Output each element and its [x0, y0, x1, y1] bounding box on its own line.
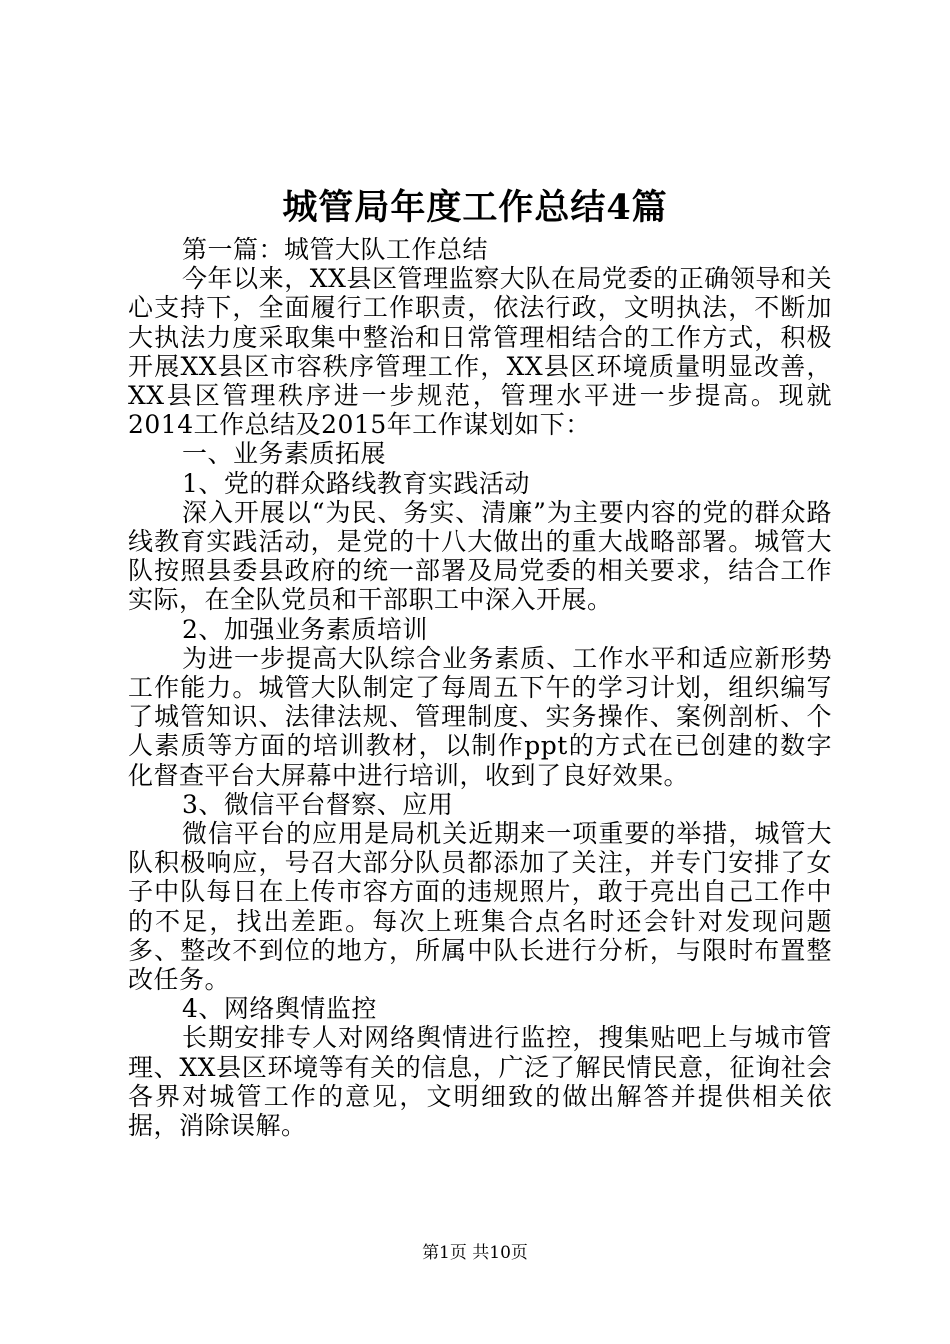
paragraph-1: 深入开展以“为民、务实、清廉”为主要内容的党的群众路线教育实践活动，是党的十八大做出的重大战略部署。城管大队按照县委县政府的统一部署及局党委的相关要求，结合工作实际，在全队党员和干部职工中深入开展。 [128, 497, 832, 615]
subsection-heading-4: 4、网络舆情监控 [182, 994, 377, 1024]
subsection-heading-2: 2、加强业务素质培训 [182, 614, 428, 644]
paragraph-3: 微信平台的应用是局机关近期来一项重要的举措，城管大队积极响应，号召大部分队员都添加了关注，并专门安排了女子中队每日在上传市容方面的违规照片，敢于亮出自己工作中的不足，找出差距。每次上班集合点名时还会针对发现问题多、整改不到位的地方，所属中队长进行分析，与限时布置整改任务。 [128, 819, 832, 995]
paragraph-4: 长期安排专人对网络舆情进行监控，搜集贴吧上与城市管理、XX县区环境等有关的信息，广泛了解民情民意，征询社会各界对城管工作的意见，文明细致的做出解答并提供相关依据，消除误解。 [128, 1023, 832, 1141]
page-footer: 第1页 共10页 [422, 1243, 528, 1263]
intro-paragraph: 今年以来，XX县区管理监察大队在局党委的正确领导和关心支持下，全面履行工作职责，依法行政，文明执法，不断加大执法力度采取集中整治和日常管理相结合的工作方式，积极开展XX县区市容秩序管理工作，XX县区环境质量明显改善，XX县区管理秩序进一步规范，管理水平进一步提高。现就2014工作总结及2015年工作谋划如下： [128, 264, 832, 440]
section-heading: 一、业务素质拓展 [182, 439, 387, 469]
subsection-heading-3: 3、微信平台督察、应用 [182, 789, 454, 819]
document-body [128, 235, 832, 1140]
chapter-heading: 第一篇：城管大队工作总结 [182, 235, 489, 264]
document-title: 城管局年度工作总结4篇 [282, 187, 668, 228]
paragraph-2: 为进一步提高大队综合业务素质、工作水平和适应新形势工作能力。城管大队制定了每周五下午的学习计划，组织编写了城管知识、法律法规、管理制度、实务操作、案例剖析、个人素质等方面的培训教材，以制作ppt的方式在已创建的数字化督查平台大屏幕中进行培训，收到了良好效果。 [128, 643, 832, 790]
subsection-heading-1: 1、党的群众路线教育实践活动 [182, 468, 530, 498]
